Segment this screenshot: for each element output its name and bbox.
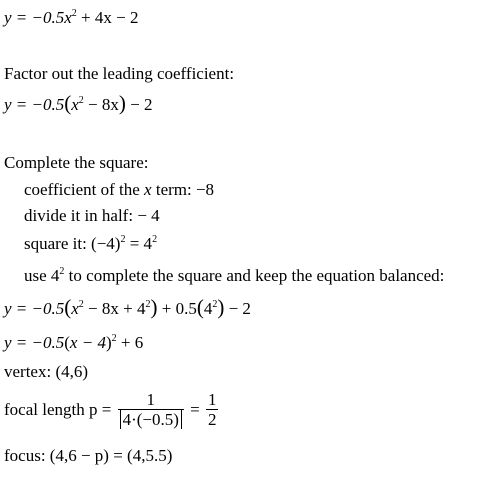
square-step: square it: $(-4)^2 = 4^2$	[24, 234, 158, 253]
focal-result-fraction: $\frac{1}{2}$	[207, 390, 217, 429]
factor-heading: Factor out the leading coefficient:	[4, 64, 235, 83]
factored-equation: $y = -0.5(x^2 - 8x) - 2$	[4, 91, 153, 115]
balanced-equation: $y = -0.5(x^2 - 8x + 4^2) + 0.5(4^2) - 2$	[4, 295, 251, 319]
halve-step: divide it in half: − 4	[24, 206, 160, 225]
focal-denominator: 4·(−0.5)	[120, 410, 182, 429]
focal-fraction	[118, 390, 184, 430]
vertex-form-equation: $y = -0.5(x - 4)^2 + 6$	[4, 333, 144, 352]
focal-length-line: focal length p = $\frac{1}{4\cdot(-0.5)}$ = $\frac{1}{2}$	[4, 390, 217, 429]
focus-result: focus: (4,6 − p) = (4,5.5)	[4, 446, 173, 465]
vertex-result: vertex: (4,6)	[4, 362, 89, 381]
focal-numerator: 1	[118, 390, 184, 410]
balance-step: use $4^2$ to complete the square and keep the equation balanced:	[24, 266, 445, 285]
coefficient-step: coefficient of the x term: −8	[24, 180, 215, 199]
complete-square-heading: Complete the square:	[4, 153, 149, 172]
original-equation: $y = -0.5x^2 + 4x - 2$	[4, 8, 139, 27]
